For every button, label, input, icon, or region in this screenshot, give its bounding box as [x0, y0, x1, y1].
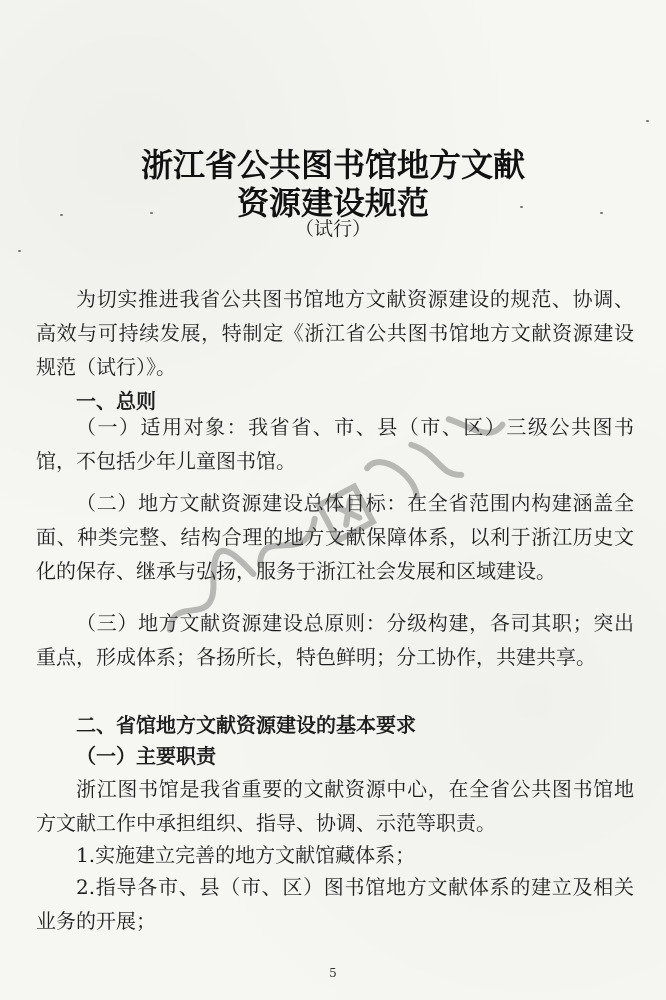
intro-paragraph: 为切实推进我省公共图书馆地方文献资源建设的规范、协调、高效与可持续发展，特制定《浙江省公共图书馆地方文献资源建设规范（试行）》。 — [36, 287, 634, 379]
scan-speck — [646, 120, 649, 122]
scope-paragraph: （一）适用对象：我省省、市、县（市、区）三级公共图书馆，不包括少年儿童图书馆。 — [36, 415, 634, 473]
document-title-line2: 资源建设规范 — [236, 184, 429, 222]
scan-speck — [520, 206, 523, 208]
scan-speck — [60, 214, 63, 216]
subsection-heading-duties: （一）主要职责 — [76, 744, 216, 768]
document-subtitle: （试行） — [294, 218, 371, 240]
section-heading-general: 一、总则 — [76, 389, 156, 413]
goal-paragraph: （二）地方文献资源建设总体目标：在全省范围内构建涵盖全面、种类完整、结构合理的地方文献保障体系，以利于浙江历史文化的保存、继承与弘扬，服务于浙江社会发展和区域建设。 — [36, 491, 634, 583]
list-item-1: 1.实施建立完善的地方文献馆藏体系； — [76, 843, 416, 867]
section-heading-provincial: 二、省馆地方文献资源建设的基本要求 — [76, 713, 416, 737]
page-number: 5 — [329, 966, 337, 980]
duty-paragraph: 浙江图书馆是我省重要的文献资源中心，在全省公共图书馆地方文献工作中承担组织、指导、协调、示范等职责。 — [36, 777, 634, 835]
principle-paragraph: （三）地方文献资源建设总原则：分级构建，各司其职；突出重点，形成体系；各扬所长，特色鲜明；分工协作，共建共享。 — [36, 611, 634, 669]
scan-speck — [600, 212, 603, 214]
list-item-2: 2.指导各市、县（市、区）图书馆地方文献体系的建立及相关业务的开展； — [36, 875, 634, 933]
scan-speck — [150, 212, 153, 214]
document-title-line1: 浙江省公共图书馆地方文献 — [140, 146, 525, 184]
scan-speck — [18, 250, 21, 252]
